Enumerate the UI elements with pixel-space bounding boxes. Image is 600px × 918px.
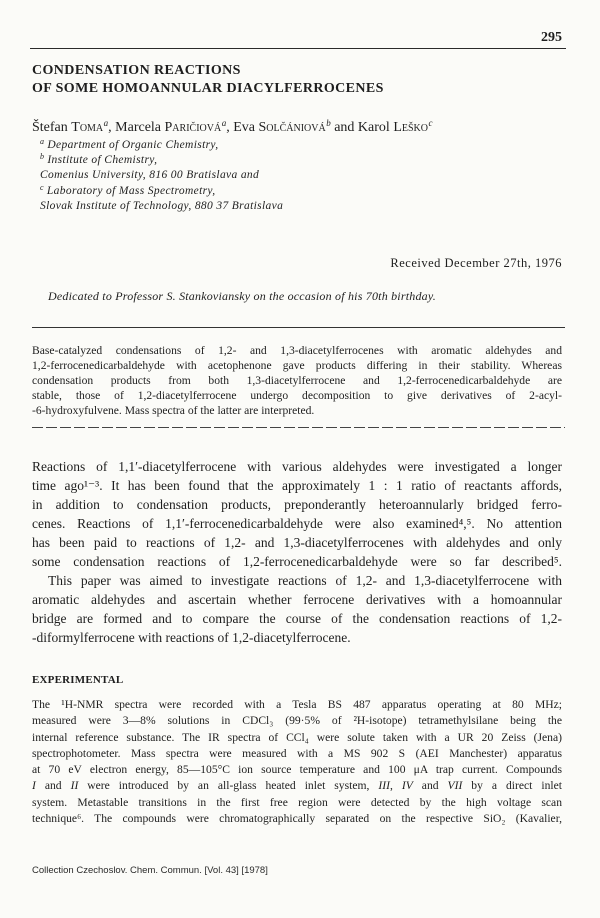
compound-numeral: II <box>70 779 79 793</box>
body-text <box>32 457 562 647</box>
body-line: in addition to condensation products, preponderantly heteroannularly bridged ferro- <box>32 497 562 512</box>
experimental-line: The ¹H-NMR spectra were recorded with a Tesla BS 487 apparatus operating at 80 MHz; <box>32 698 562 711</box>
author <box>233 120 331 135</box>
author-given-name: Marcela <box>115 120 162 135</box>
affiliations <box>40 138 283 214</box>
affiliation-mark: a <box>221 118 227 128</box>
author <box>115 120 226 135</box>
affiliation-mark: b <box>40 152 45 162</box>
author-given-name: Eva <box>233 120 255 135</box>
body-line: Reactions of 1,1′-diacetylferrocene with various aldehydes were investigated a longer <box>32 459 562 474</box>
author-surname: Paričiová <box>164 120 222 135</box>
dedication: Dedicated to Professor S. Stankoviansky on the occasion of his 70th birthday. <box>48 289 436 303</box>
body-line: This paper was aimed to investigate reactions of 1,2- and 1,3-diacetylferrocene with <box>48 573 562 588</box>
abstract-line: 1,2-ferrocenedicarbaldehyde with acetophenone gave products differing in their stability. Whereas <box>32 359 562 373</box>
abstract-line: condensation products from both 1,3-diacetylferrocene and 1,2-ferrocenedicarbaldehyde are <box>32 374 562 388</box>
experimental-line: spectrophotometer. Mass spectra were measured with a MS 902 S (AEI Manchester) apparatus <box>32 746 562 760</box>
affiliation-mark: a <box>103 118 109 128</box>
body-paragraph <box>32 571 562 647</box>
abstract <box>32 343 562 418</box>
abstract-top-rule <box>32 327 565 328</box>
experimental-line: technique⁶. The compounds were chromatographically separated on the respective SiO₂ (Kavalier, <box>32 812 562 826</box>
author-separator: and <box>330 120 358 135</box>
body-line: has been paid to reactions of 1,2- and 1,3-diacetylferrocenes with aldehydes and only <box>32 535 562 550</box>
journal-citation-footer: Collection Czechoslov. Chem. Commun. [Vol. 43] [1978] <box>32 865 268 876</box>
compound-numeral: IV <box>401 779 413 793</box>
abstract-bottom-rule <box>32 427 565 428</box>
author-separator: , <box>226 120 234 135</box>
compound-numeral: VII <box>447 779 463 793</box>
abstract-line: Base-catalyzed condensations of 1,2- and 1,3-diacetylferrocenes with aromatic aldehydes and <box>32 344 562 357</box>
author-surname: Leško <box>393 120 428 135</box>
affiliation-line <box>40 138 283 153</box>
affiliation-text: Slovak Institute of Technology, 880 37 Bratislava <box>40 199 284 212</box>
author <box>358 120 433 135</box>
section-heading-experimental: EXPERIMENTAL <box>32 674 124 686</box>
received-date: Received December 27th, 1976 <box>390 256 562 270</box>
experimental-line: internal reference substance. The IR spectra of CCl₄ were solute taken with a UR 20 Zeiss (Jena) <box>32 730 562 744</box>
abstract-line: -6-hydroxyfulvene. Mass spectra of the latter are interpreted. <box>32 404 315 418</box>
experimental-line: at 70 eV electron energy, 85—105°C ion source temperature and 100 μA trap current. Compounds <box>32 763 562 777</box>
body-line: time ago¹⁻³. It has been found that the approximately 1 : 1 ratio of reactants affords, <box>32 478 562 493</box>
affiliation-mark: a <box>40 137 45 146</box>
affiliation-text: Comenius University, 816 00 Bratislava and <box>40 169 260 182</box>
body-line: cenes. Reactions of 1,1′-ferrocenedicarbaldehyde were also examined⁴,⁵. No attention <box>32 516 562 531</box>
abstract-line: stable, those of 1,2-diacetylferrocene undergo decomposition to give derivatives of 2-acyl- <box>32 389 562 403</box>
body-line: -diformylferrocene with reactions of 1,2-diacetylferrocene. <box>32 630 351 645</box>
experimental-line: measured were 3—8% solutions in CDCl₃ (99·5% of ²H-isotope) tetramethylsilane being the <box>32 714 562 728</box>
author-given-name: Štefan <box>32 120 68 135</box>
text-run: , <box>389 779 402 793</box>
compound-numeral: III <box>378 779 390 793</box>
experimental-text <box>32 697 562 827</box>
affiliation-text: Laboratory of Mass Spectrometry, <box>46 184 216 197</box>
header-rule <box>30 48 566 49</box>
author-surname: Toma <box>71 120 104 135</box>
compound-numeral: I <box>32 779 36 793</box>
experimental-line <box>32 778 562 794</box>
author-surname: Solčániová <box>258 120 326 135</box>
page-number: 295 <box>541 30 562 45</box>
body-line: bridge are formed and to compare the course of the condensation reactions of 1,2- <box>32 611 562 626</box>
affiliation-text: Institute of Chemistry, <box>47 154 158 167</box>
affiliation-mark: c <box>428 118 433 128</box>
affiliation-text: Department of Organic Chemistry, <box>47 139 219 151</box>
affiliation-mark: c <box>40 182 44 192</box>
title-line: CONDENSATION REACTIONS <box>32 63 241 78</box>
text-run: and <box>35 779 71 793</box>
title-line: OF SOME HOMOANNULAR DIACYLFERROCENES <box>32 81 384 96</box>
text-run: were introduced by an all-glass heated inlet system, <box>78 779 379 793</box>
author-list <box>32 119 432 137</box>
author-given-name: Karol <box>357 120 390 135</box>
author <box>32 120 108 135</box>
affiliation-line <box>40 184 283 199</box>
article-title <box>32 62 384 98</box>
text-run: and <box>412 779 448 793</box>
affiliation-line <box>40 168 283 183</box>
experimental-line: system. Metastable transitions in the first free region were detected by the high voltage scan <box>32 795 562 809</box>
body-paragraph <box>32 457 562 571</box>
text-run: by a direct inlet <box>462 779 562 793</box>
affiliation-mark: b <box>326 118 331 128</box>
author-separator: , <box>108 120 116 135</box>
body-line: aromatic aldehydes and ascertain whether ferrocene derivatives with a homoannular <box>32 592 562 607</box>
body-line: some condensation reactions of 1,2-ferrocenedicarbaldehyde were so far described⁵. <box>32 554 562 569</box>
affiliation-line <box>40 153 283 168</box>
affiliation-line <box>40 199 283 214</box>
